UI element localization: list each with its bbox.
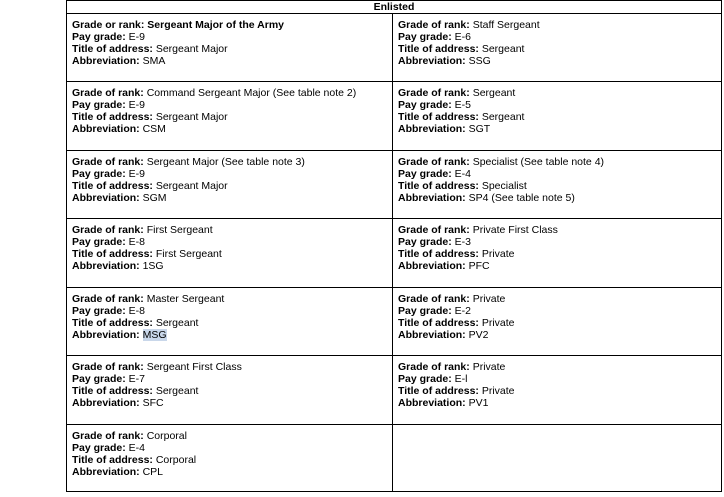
- pay-grade-line: [72, 236, 387, 248]
- rank-label: Grade of rank:: [398, 19, 470, 32]
- pay-grade-line: [398, 31, 716, 43]
- abbreviation-value: PV2: [468, 328, 489, 341]
- rank-label: Grade of rank:: [398, 155, 470, 168]
- abbreviation-line: [72, 397, 387, 409]
- rank-value: Staff Sergeant: [472, 19, 540, 32]
- rank-cell-csm[interactable]: [67, 82, 393, 150]
- abbreviation-label: Abbreviation:: [72, 260, 140, 273]
- table-row: [67, 219, 722, 287]
- rank-line: [72, 224, 387, 236]
- title-line: [72, 385, 387, 397]
- title-label: Title of address:: [72, 111, 153, 124]
- rank-line: [72, 19, 387, 31]
- title-label: Title of address:: [398, 316, 479, 329]
- abbreviation-value: SSG: [468, 55, 491, 68]
- pay-grade-line: [72, 305, 387, 317]
- title-label: Title of address:: [72, 248, 153, 261]
- pay-grade-line: [72, 99, 387, 111]
- pay-grade-line: [398, 236, 716, 248]
- rank-line: [398, 361, 716, 373]
- rank-label: Grade of rank:: [72, 292, 144, 305]
- abbreviation-label: Abbreviation:: [72, 328, 140, 341]
- title-label: Title of address:: [72, 316, 153, 329]
- title-label: Title of address:: [398, 248, 479, 261]
- title-label: Title of address:: [398, 111, 479, 124]
- pay-grade-value: E-4: [128, 441, 145, 454]
- pay-grade-line: [72, 442, 387, 454]
- pay-grade-label: Pay grade:: [398, 167, 452, 180]
- abbreviation-label: Abbreviation:: [398, 260, 466, 273]
- rank-value: Private: [472, 361, 506, 374]
- pay-grade-label: Pay grade:: [72, 31, 126, 44]
- title-value: Private: [481, 385, 515, 398]
- rank-value: Private: [472, 292, 506, 305]
- abbreviation-label: Abbreviation:: [72, 397, 140, 410]
- rank-cell-pv2[interactable]: [393, 287, 722, 355]
- table-row: [67, 424, 722, 491]
- abbreviation-line: [72, 466, 387, 478]
- table-row: [67, 150, 722, 218]
- pay-grade-value: E-l: [454, 373, 468, 386]
- rank-line: [72, 87, 387, 99]
- rank-cell-sma[interactable]: [67, 14, 393, 82]
- rank-cell-1sg[interactable]: [67, 219, 393, 287]
- abbreviation-label: Abbreviation:: [398, 397, 466, 410]
- title-label: Title of address:: [398, 385, 479, 398]
- rank-value: Master Sergeant: [146, 292, 225, 305]
- rank-line: [72, 430, 387, 442]
- pay-grade-label: Pay grade:: [72, 441, 126, 454]
- abbreviation-label: Abbreviation:: [398, 123, 466, 136]
- title-line: [398, 317, 716, 329]
- rank-value: Private First Class: [472, 224, 558, 237]
- pay-grade-line: [398, 99, 716, 111]
- title-value: Private: [481, 316, 515, 329]
- abbreviation-value: SGT: [468, 123, 491, 136]
- rank-value: Sergeant Major (See table note 3): [146, 155, 305, 168]
- rank-cell-sgm[interactable]: [67, 150, 393, 218]
- rank-label: Grade of rank:: [398, 292, 470, 305]
- pay-grade-line: [398, 373, 716, 385]
- pay-grade-value: E-9: [128, 31, 145, 44]
- abbreviation-line: [398, 329, 716, 341]
- abbreviation-value: SP4 (See table note 5): [468, 191, 575, 204]
- rank-line: [72, 293, 387, 305]
- title-line: [398, 248, 716, 260]
- enlisted-ranks-table: [66, 0, 722, 492]
- rank-value: Sergeant: [472, 87, 516, 100]
- table-header: Enlisted: [67, 1, 722, 14]
- title-line: [72, 248, 387, 260]
- table-row: [67, 82, 722, 150]
- title-line: [398, 385, 716, 397]
- rank-label: Grade of rank:: [72, 429, 144, 442]
- rank-cell-ssg[interactable]: [393, 14, 722, 82]
- abbreviation-line: [398, 55, 716, 67]
- abbreviation-value: SFC: [142, 397, 164, 410]
- title-label: Title of address:: [398, 179, 479, 192]
- title-line: [398, 43, 716, 55]
- abbreviation-label: Abbreviation:: [72, 465, 140, 478]
- table-row: [67, 356, 722, 424]
- title-line: [398, 111, 716, 123]
- title-line: [72, 454, 387, 466]
- rank-cell-pfc[interactable]: [393, 219, 722, 287]
- abbreviation-line: [398, 192, 716, 204]
- rank-cell-sgt[interactable]: [393, 82, 722, 150]
- pay-grade-value: E-8: [128, 236, 145, 249]
- rank-value: Sergeant Major of the Army: [147, 19, 285, 32]
- title-label: Title of address:: [72, 385, 153, 398]
- title-value: Specialist: [481, 179, 527, 192]
- title-line: [72, 180, 387, 192]
- rank-cell-cpl[interactable]: [67, 424, 393, 491]
- title-value: Sergeant: [155, 385, 199, 398]
- abbreviation-value: CPL: [142, 465, 164, 478]
- pay-grade-value: E-2: [454, 304, 471, 317]
- rank-label: Grade of rank:: [398, 87, 470, 100]
- pay-grade-value: E-6: [454, 31, 471, 44]
- pay-grade-label: Pay grade:: [398, 236, 452, 249]
- abbreviation-value: SGM: [142, 191, 167, 204]
- rank-label: Grade of rank:: [72, 155, 144, 168]
- rank-label: Grade of rank:: [398, 224, 470, 237]
- abbreviation-value: SMA: [142, 55, 166, 68]
- pay-grade-label: Pay grade:: [72, 236, 126, 249]
- pay-grade-label: Pay grade:: [398, 373, 452, 386]
- pay-grade-label: Pay grade:: [398, 31, 452, 44]
- abbreviation-line: [72, 192, 387, 204]
- pay-grade-line: [72, 168, 387, 180]
- abbreviation-line: [72, 329, 387, 341]
- rank-cell-sp4[interactable]: [393, 150, 722, 218]
- abbreviation-value: PV1: [468, 397, 489, 410]
- abbreviation-line: [72, 260, 387, 272]
- title-label: Title of address:: [398, 43, 479, 56]
- rank-line: [72, 361, 387, 373]
- rank-line: [398, 87, 716, 99]
- title-value: Sergeant Major: [155, 179, 228, 192]
- rank-line: [398, 19, 716, 31]
- abbreviation-label: Abbreviation:: [398, 191, 466, 204]
- abbreviation-value: CSM: [142, 123, 166, 136]
- abbreviation-label: Abbreviation:: [398, 55, 466, 68]
- abbreviation-label: Abbreviation:: [398, 328, 466, 341]
- abbreviation-line: [72, 123, 387, 135]
- abbreviation-label: Abbreviation:: [72, 55, 140, 68]
- pay-grade-label: Pay grade:: [72, 167, 126, 180]
- title-label: Title of address:: [72, 43, 153, 56]
- pay-grade-line: [398, 168, 716, 180]
- title-value: Sergeant: [481, 111, 525, 124]
- rank-line: [72, 156, 387, 168]
- rank-line: [398, 156, 716, 168]
- pay-grade-line: [72, 373, 387, 385]
- table-row: [67, 14, 722, 82]
- title-line: [72, 317, 387, 329]
- abbreviation-line: [398, 123, 716, 135]
- abbreviation-value-selected[interactable]: MSG: [142, 328, 167, 341]
- title-value: Sergeant: [481, 43, 525, 56]
- abbreviation-line: [398, 397, 716, 409]
- title-value: Private: [481, 248, 515, 261]
- rank-label: Grade of rank:: [72, 87, 144, 100]
- title-line: [398, 180, 716, 192]
- pay-grade-value: E-4: [454, 167, 471, 180]
- rank-label: Grade of rank:: [398, 361, 470, 374]
- abbreviation-value: 1SG: [142, 260, 164, 273]
- abbreviation-label: Abbreviation:: [72, 191, 140, 204]
- title-line: [72, 43, 387, 55]
- pay-grade-value: E-8: [128, 304, 145, 317]
- pay-grade-label: Pay grade:: [72, 304, 126, 317]
- title-value: Sergeant Major: [155, 43, 228, 56]
- rank-value: Specialist (See table note 4): [472, 155, 605, 168]
- title-line: [72, 111, 387, 123]
- rank-cell-msg[interactable]: [67, 287, 393, 355]
- pay-grade-line: [72, 31, 387, 43]
- pay-grade-value: E-7: [128, 373, 145, 386]
- rank-value: Sergeant First Class: [146, 361, 242, 374]
- table-row: [67, 287, 722, 355]
- title-label: Title of address:: [72, 453, 153, 466]
- rank-label: Grade of rank:: [72, 224, 144, 237]
- rank-value: First Sergeant: [146, 224, 213, 237]
- pay-grade-value: E-9: [128, 99, 145, 112]
- pay-grade-value: E-3: [454, 236, 471, 249]
- abbreviation-line: [398, 260, 716, 272]
- abbreviation-value: PFC: [468, 260, 490, 273]
- pay-grade-label: Pay grade:: [72, 373, 126, 386]
- rank-label: Grade of rank:: [72, 361, 144, 374]
- abbreviation-line: [72, 55, 387, 67]
- pay-grade-label: Pay grade:: [72, 99, 126, 112]
- rank-cell-sfc[interactable]: [67, 356, 393, 424]
- rank-line: [398, 224, 716, 236]
- pay-grade-label: Pay grade:: [398, 304, 452, 317]
- abbreviation-label: Abbreviation:: [72, 123, 140, 136]
- title-value: First Sergeant: [155, 248, 222, 261]
- rank-cell-pv1[interactable]: [393, 356, 722, 424]
- title-label: Title of address:: [72, 179, 153, 192]
- empty-cell: [393, 424, 722, 491]
- rank-value: Corporal: [146, 429, 187, 442]
- title-value: Sergeant: [155, 316, 199, 329]
- rank-label: Grade or rank:: [72, 19, 145, 32]
- title-value: Sergeant Major: [155, 111, 228, 124]
- rank-line: [398, 293, 716, 305]
- pay-grade-value: E-9: [128, 167, 145, 180]
- pay-grade-label: Pay grade:: [398, 99, 452, 112]
- rank-value: Command Sergeant Major (See table note 2): [146, 87, 357, 100]
- title-value: Corporal: [155, 453, 197, 466]
- pay-grade-value: E-5: [454, 99, 471, 112]
- pay-grade-line: [398, 305, 716, 317]
